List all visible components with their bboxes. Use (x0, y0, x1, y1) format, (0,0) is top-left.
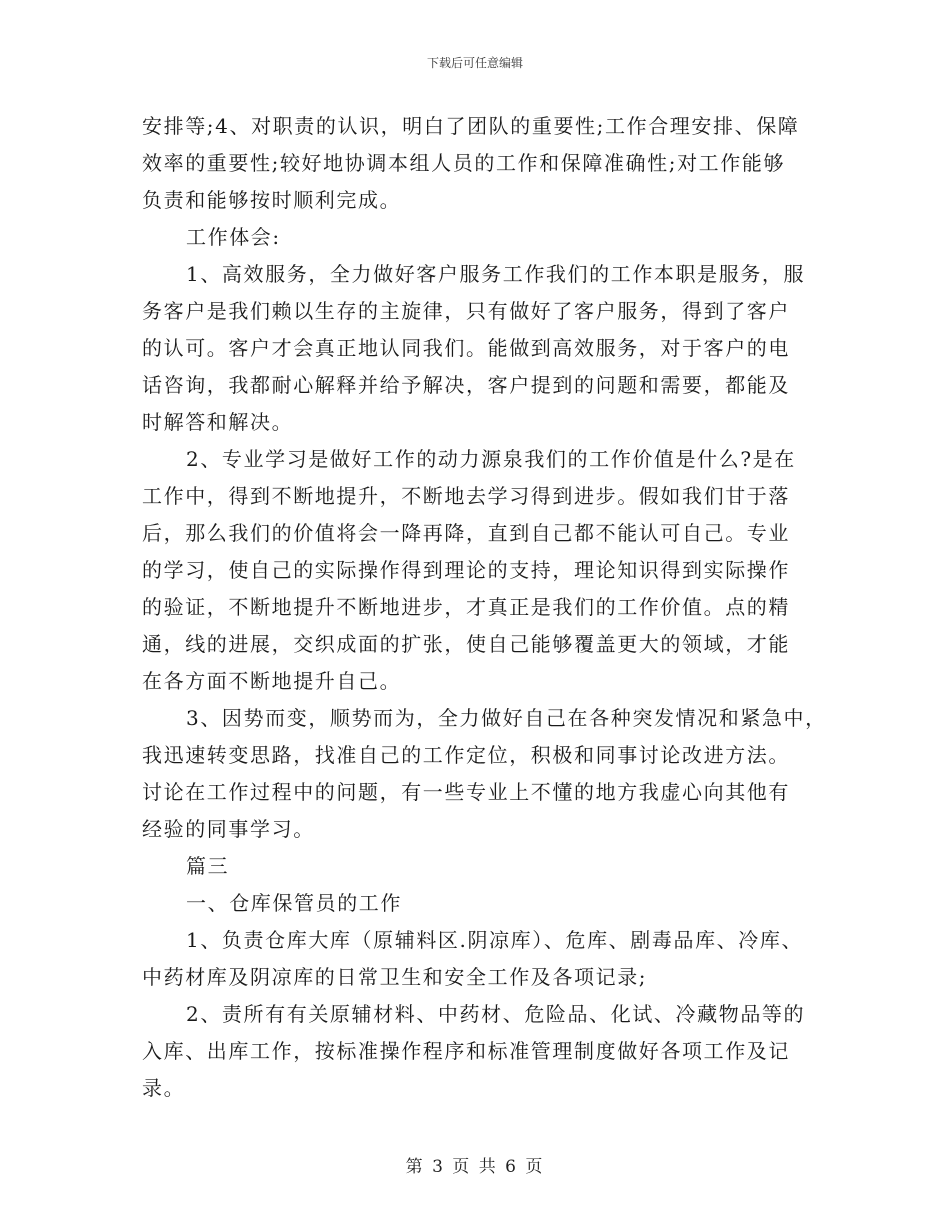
page-footer: 第 3 页 共 6 页 (405, 1157, 545, 1177)
text-line: 入库、出库工作，按标准操作程序和标准管理制度做好各项工作及记 (142, 1039, 790, 1063)
text-line: 效率的重要性;较好地协调本组人员的工作和保障准确性;对工作能够 (142, 151, 786, 175)
text-line: 一、仓库保管员的工作 (186, 891, 402, 915)
text-line: 讨论在工作过程中的问题，有一些专业上不懂的地方我虚心向其他有 (142, 780, 790, 804)
text-line: 3、因势而变，顺势而为，全力做好自己在各种突发情况和紧急中， (186, 706, 827, 730)
text-line: 的验证，不断地提升不断地进步，才真正是我们的工作价值。点的精 (142, 595, 790, 619)
text-line: 的学习，使自己的实际操作得到理论的支持，理论知识得到实际操作 (142, 558, 790, 582)
text-line: 安排等;4、对职责的认识，明白了团队的重要性;工作合理安排、保障 (142, 114, 800, 138)
text-line: 后，那么我们的价值将会一降再降，直到自己都不能认可自己。专业 (142, 521, 790, 545)
text-line: 篇三 (186, 854, 230, 878)
text-line: 我迅速转变思路，找准自己的工作定位，积极和同事讨论改进方法。 (142, 743, 790, 767)
text-line: 录。 (142, 1076, 186, 1100)
text-line: 经验的同事学习。 (142, 817, 315, 841)
document-body (142, 108, 827, 1107)
text-line: 1、高效服务，全力做好客户服务工作我们的工作本职是服务，服 (186, 262, 806, 286)
text-line: 工作中，得到不断地提升，不断地去学习得到进步。假如我们甘于落 (142, 484, 790, 508)
page-header: 下载后可任意编辑 (426, 56, 523, 70)
text-line: 1、负责仓库大库（原辅料区.阴凉库）、危库、剧毒品库、冷库、 (186, 928, 804, 952)
text-line: 务客户是我们赖以生存的主旋律，只有做好了客户服务，得到了客户 (142, 299, 790, 323)
text-line: 在各方面不断地提升自己。 (142, 669, 402, 693)
text-line: 负责和能够按时顺利完成。 (142, 188, 402, 212)
text-line: 话咨询，我都耐心解释并给予解决，客户提到的问题和需要，都能及 (142, 373, 790, 397)
text-line: 2、专业学习是做好工作的动力源泉我们的工作价值是什么?是在 (186, 447, 796, 471)
text-line: 工作体会: (186, 225, 281, 249)
text-line: 的认可。客户才会真正地认同我们。能做到高效服务，对于客户的电 (142, 336, 790, 360)
text-line: 通，线的进展，交织成面的扩张，使自己能够覆盖更大的领域，才能 (142, 632, 790, 656)
text-line: 2、责所有有关原辅材料、中药材、危险品、化试、冷藏物品等的 (186, 1002, 806, 1026)
text-line: 中药材库及阴凉库的日常卫生和安全工作及各项记录; (142, 965, 648, 989)
text-line: 时解答和解决。 (142, 410, 294, 434)
